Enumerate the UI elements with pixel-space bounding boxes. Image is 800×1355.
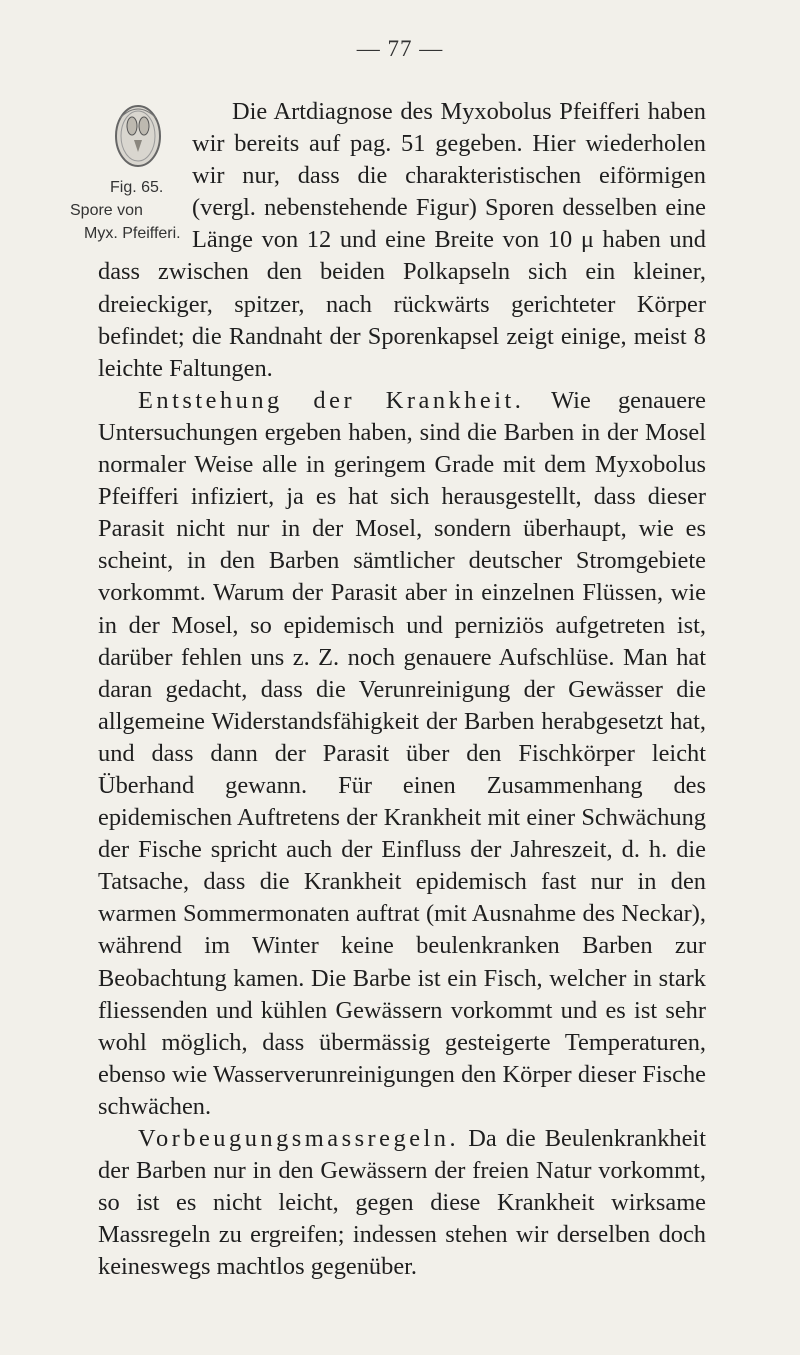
caption-line-1: Fig. 65. Spore von (70, 179, 164, 219)
body-text (70, 96, 706, 1283)
paragraph-diagnosis-text: Die Artdiagnose des Myxobolus Pfeifferi haben wir bereits auf pag. 51 gegeben. Hier wiederholen wir nur, dass die charakteristischen eiförmigen (vergl. nebenstehende Figur) Sporen desselben eine Länge von 12 und eine Breite von 10 μ haben und dass zwischen den beiden Polkapseln sich ein kleiner, dreieckiger, spitzer, nach rückwärts gerichteter Körper befindet; die Randnaht der Sporenkapsel zeigt einige, meist 8 leichte Faltungen. (98, 98, 706, 382)
paragraph-prevention (98, 1123, 706, 1283)
paragraph-origin-text: Wie genauere Untersuchungen ergeben haben, sind die Barben in der Mosel normaler Weise alle in geringem Grade mit dem Myxobolus Pfeifferi infiziert, ja es hat sich herausgestellt, dass dieser Parasit nicht nur in der Mosel, sondern überhaupt, wie es scheint, in den Barben sämtlicher deutscher Stromgebiete vorkommt. Warum der Parasit aber in einzelnen Flüssen, wie in der Mosel, so epidemisch und perniziös aufgetreten ist, darüber fehlen uns z. Z. noch genauere Aufschlüse. Man hat daran gedacht, dass die Verunreinigung der Gewässer die allgemeine Widerstandsfähigkeit der Barben herabgesetzt hat, und dass dann der Parasit über den Fischkörper leicht Überhand gewann. Für einen Zusammenhang des epidemischen Auftretens der Krankheit mit einer Schwächung der Fische spricht auch der Einfluss der Jahreszeit, d. h. die Tatsache, dass die Krankheit epidemisch fast nur in den warmen Sommermonaten auftrat (mit Ausnahme des Neckar), während im Winter keine beulenkranken Barben zur Beobachtung kamen. Die Barbe ist ein Fisch, welcher in stark fliessenden und kühlen Gewässern vorkommt und es ist sehr wohl möglich, dass übermässig gesteigerte Temperaturen, ebenso wie Wasserverunreinigungen den Körper dieser Fische schwächen. (98, 386, 706, 1120)
paragraph-origin (98, 385, 706, 1123)
heading-prevention: Vorbeugungsmassregeln. (138, 1125, 460, 1152)
caption-line-2: Myx. Pfeifferi. (84, 225, 181, 242)
paragraph-diagnosis (70, 96, 706, 385)
heading-origin: Entstehung der Krankheit. (138, 386, 525, 414)
spore-illustration-icon (108, 96, 168, 172)
figure-65 (68, 96, 181, 242)
figure-caption (70, 176, 190, 245)
page-number: — 77 — (356, 36, 444, 61)
paragraph-prevention-text: Da die Beulenkrankheit der Barben nur in den Gewässern der freien Natur vorkommt, so ist es nicht leicht, gegen diese Krankheit wirksame Massregeln zu ergreifen; indessen stehen wir derselben doch keineswegs machtlos gegenüber. (98, 1125, 706, 1281)
